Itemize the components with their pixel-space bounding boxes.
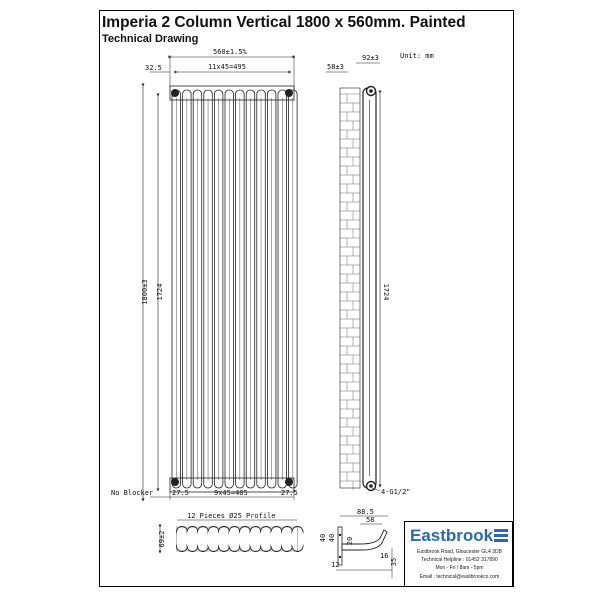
dim-bottom-right: 27.5 bbox=[281, 489, 298, 497]
profile-web bbox=[250, 532, 261, 546]
profile-web bbox=[261, 532, 272, 546]
profile-bumps bbox=[177, 527, 304, 552]
side-view bbox=[326, 52, 434, 496]
dim-bracket-88-5: 88.5 bbox=[357, 508, 374, 516]
bracket-plate bbox=[338, 527, 342, 565]
dim-bracket-20: 20 bbox=[346, 536, 354, 546]
dim-top-spacing: 11x45=495 bbox=[208, 63, 246, 71]
drawing-subtitle: Technical Drawing bbox=[102, 33, 199, 45]
dim-centres-height: 1724 bbox=[156, 283, 164, 301]
radiator-columns bbox=[170, 86, 297, 492]
valve-icon bbox=[171, 89, 179, 97]
brand-block bbox=[404, 521, 513, 587]
dim-top-offset: 32.5 bbox=[145, 64, 162, 72]
profile-web bbox=[208, 532, 219, 546]
dim-bottom-left: 27.5 bbox=[172, 489, 189, 497]
brand-logo: Eastbrook bbox=[410, 526, 494, 545]
valve-icon bbox=[171, 478, 179, 486]
brand-address: Eastbrook Road, Gloucester GL4 3DB bbox=[417, 549, 502, 555]
screw-icon bbox=[339, 556, 341, 558]
dim-bracket-58: 58 bbox=[366, 516, 375, 524]
valve-bottom-core bbox=[369, 484, 373, 488]
dim-overall-height: 1800±3 bbox=[141, 279, 149, 305]
profile-web bbox=[187, 532, 198, 546]
drawing-title: Imperia 2 Column Vertical 1800 x 560mm. Painted bbox=[102, 14, 466, 31]
unit-label: Unit: mm bbox=[400, 52, 434, 60]
brand-hours: Mon - Fri / 8am - 5pm bbox=[435, 565, 484, 571]
dim-bracket-40: 40 bbox=[319, 533, 327, 543]
dim-bracket-12: 12 bbox=[331, 561, 340, 569]
profile-web bbox=[198, 532, 209, 546]
bracket-detail bbox=[319, 508, 398, 578]
dim-bracket-40b: 40 bbox=[328, 533, 336, 543]
dim-offset: 92±3 bbox=[362, 54, 379, 62]
profile-label: 12 Pieces Ø25 Profile bbox=[187, 512, 276, 520]
brand-helpline: Technical Helpline : 01452 317890 bbox=[421, 557, 498, 563]
dim-depth: 58±3 bbox=[327, 63, 344, 71]
brand-email: Email : technical@eastbrookco.com bbox=[419, 574, 500, 580]
connection-label: 4-G1/2" bbox=[381, 488, 411, 496]
profile-web bbox=[240, 532, 251, 546]
no-blocker-label: No Blocker bbox=[111, 489, 154, 497]
wall-hatch bbox=[340, 94, 360, 490]
dim-bracket-35: 35 bbox=[390, 557, 398, 567]
dim-bracket-16: 16 bbox=[380, 552, 389, 560]
valve-icon bbox=[285, 89, 293, 97]
profile-web bbox=[271, 532, 282, 546]
dim-side-height: 1724 bbox=[382, 283, 390, 301]
dim-profile-height: 69±2 bbox=[158, 530, 166, 548]
dim-bottom-spacing: 9x45=405 bbox=[214, 489, 248, 497]
profile-web bbox=[282, 532, 293, 546]
brand-mark-icon bbox=[494, 529, 508, 543]
profile-web bbox=[177, 532, 188, 546]
valve-top-core bbox=[369, 89, 373, 93]
screw-icon bbox=[339, 534, 341, 536]
profile-web bbox=[219, 532, 230, 546]
dim-total-width: 560±1.5% bbox=[213, 48, 247, 56]
profile-section bbox=[158, 512, 303, 552]
profile-web bbox=[229, 532, 240, 546]
valve-icon bbox=[285, 478, 293, 486]
front-view bbox=[111, 48, 298, 500]
